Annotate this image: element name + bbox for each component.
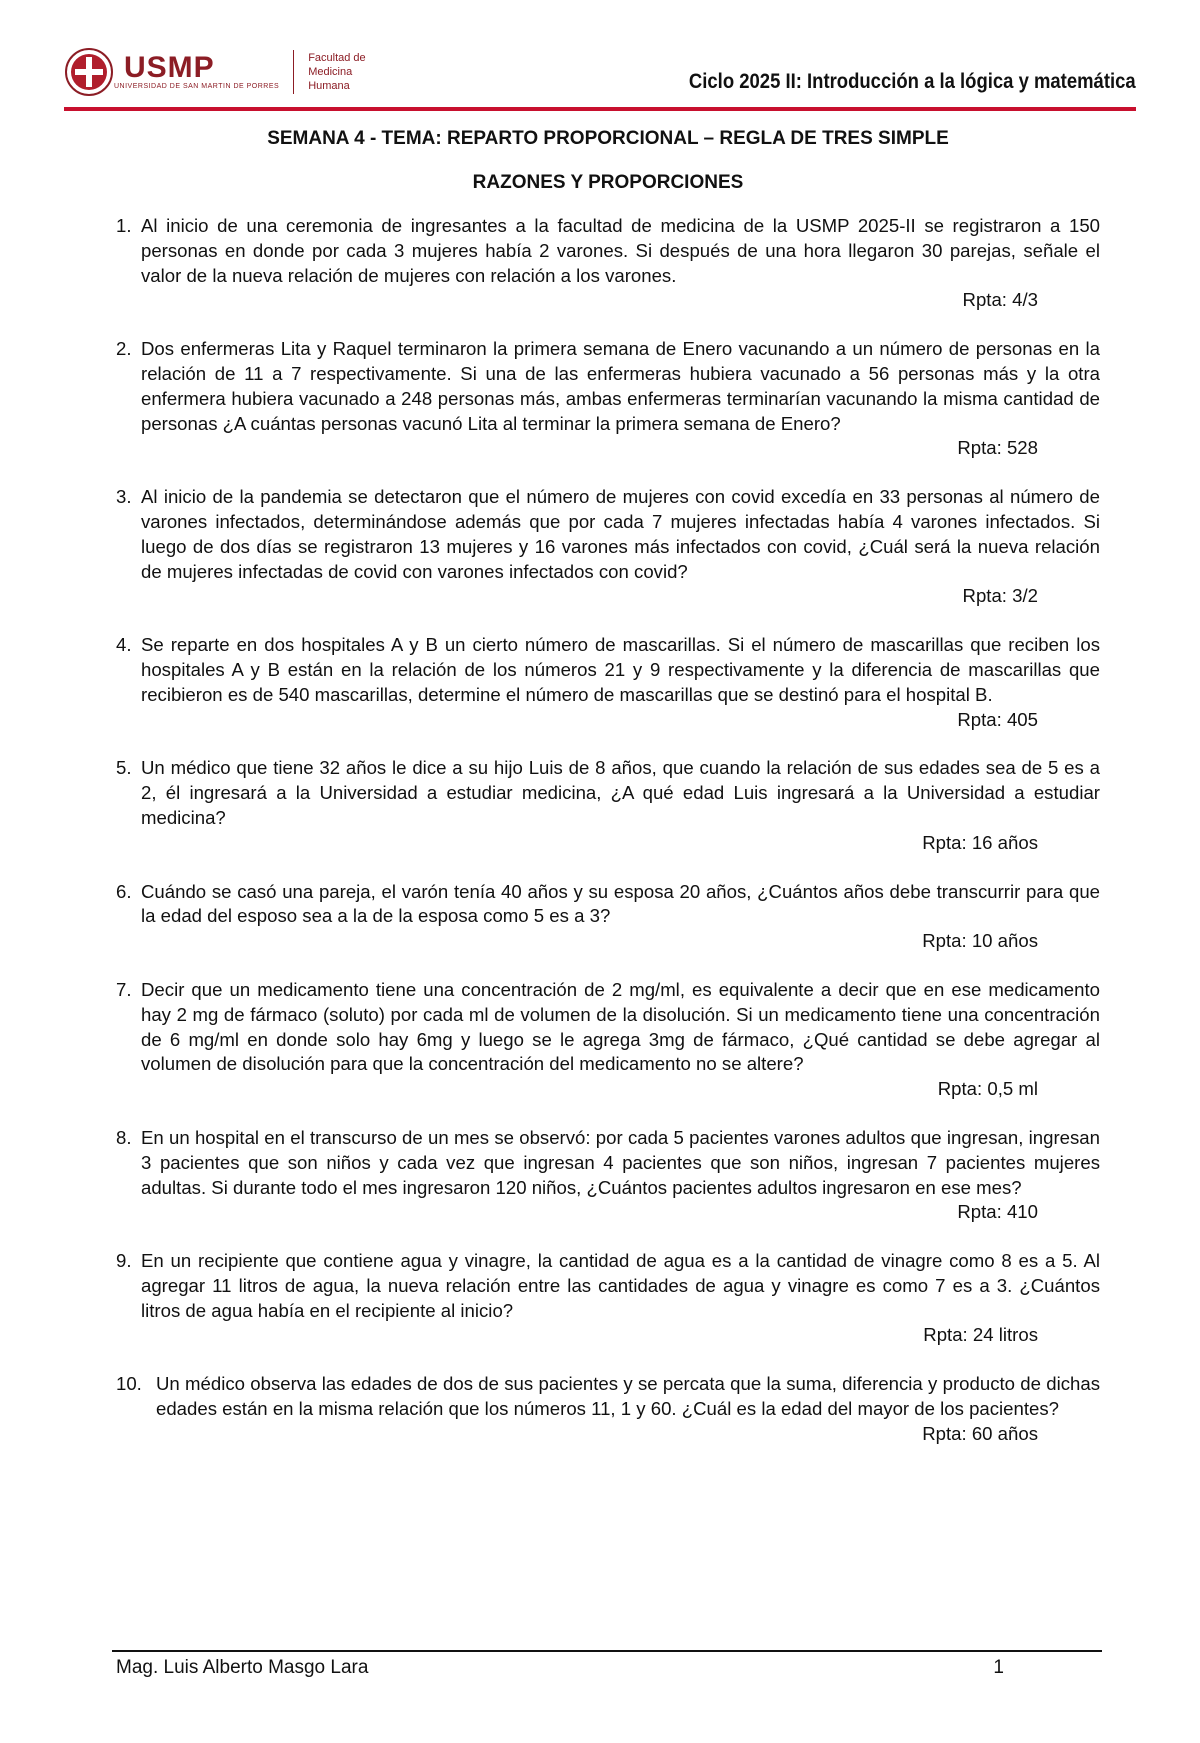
faculty-name bbox=[308, 51, 365, 93]
section-heading: RAZONES Y PROPORCIONES bbox=[472, 172, 744, 193]
problem-number: 10. bbox=[116, 1373, 142, 1395]
problem-text: En un hospital en el transcurso de un mes se observó: por cada 5 pacientes varones adultos que ingresan, ingresan 3 pacientes que son niños y cada vez que ingresan 4 pacientes que son niños, ingresan 7 pacientes mujeres adultas. Si durante todo el mes ingresaron 120 niños, ¿Cuántos pacientes adultos ingresaron en ese mes? bbox=[141, 1126, 1100, 1198]
usmp-crest-icon bbox=[64, 47, 114, 97]
course-title: Ciclo 2025 II: Introducción a la lógica y matemática bbox=[689, 70, 1136, 93]
problem-item bbox=[116, 633, 1100, 732]
header-rule bbox=[64, 107, 1136, 111]
problem-text: Decir que un medicamento tiene una concentración de 2 mg/ml, es equivalente a decir que en ese medicamento hay 2 mg de fármaco (soluto) por cada ml de volumen de la disolución. Si un medicamento tiene una concentración de 6 mg/ml en donde solo hay 6mg y luego se le agrega 3mg de fármaco, ¿Qué cantidad se debe agregar al volumen de disolución para que la concentración del medicamento no se altere? bbox=[141, 978, 1100, 1075]
faculty-line: Facultad de bbox=[308, 52, 366, 64]
problem-number: 7. bbox=[116, 978, 132, 1000]
problem-answer: Rpta: 0,5 ml bbox=[937, 1078, 1038, 1100]
usmp-logo bbox=[64, 44, 366, 100]
problem-number: 3. bbox=[116, 486, 132, 508]
main-heading: SEMANA 4 - TEMA: REPARTO PROPORCIONAL – REGLA DE TRES SIMPLE bbox=[267, 128, 949, 149]
problem-answer: Rpta: 60 años bbox=[922, 1422, 1038, 1444]
problem-answer: Rpta: 4/3 bbox=[962, 289, 1038, 311]
problem-number: 9. bbox=[116, 1250, 132, 1272]
problem-item bbox=[116, 337, 1100, 461]
faculty-line: Humana bbox=[308, 80, 350, 92]
problem-number: 4. bbox=[116, 634, 132, 656]
page-number: 1 bbox=[993, 1657, 1004, 1678]
problem-text: Al inicio de la pandemia se detectaron que el número de mujeres con covid excedía en 33 personas al número de varones infectados, determinándose además que por cada 7 mujeres infectadas había 4 varones infectados. Si luego de dos días se registraron 13 mujeres y 16 varones más infectados con covid, ¿Cuál será la nueva relación de mujeres infectadas de covid con varones infectados con covid? bbox=[141, 486, 1100, 582]
logo-wordmark: USMP bbox=[124, 50, 215, 84]
problem-answer: Rpta: 16 años bbox=[922, 831, 1038, 853]
problem-text: Se reparte en dos hospitales A y B un cierto número de mascarillas. Si el número de mascarillas que reciben los hospitales A y B están en la relación de los números 21 y 9 respectivamente y la diferencia de mascarillas que recibieron es de 540 mascarillas, determine el número de mascarillas que se destinó para el hospital B. bbox=[141, 634, 1100, 705]
problem-number: 8. bbox=[116, 1126, 132, 1148]
page-header bbox=[64, 40, 1144, 110]
problem-item bbox=[116, 214, 1100, 313]
problem-item bbox=[116, 756, 1100, 855]
problem-answer: Rpta: 24 litros bbox=[923, 1324, 1038, 1346]
problem-text: Cuándo se casó una pareja, el varón tenía 40 años y su esposa 20 años, ¿Cuántos años debe transcurrir para que la edad del esposo sea a la de la esposa como 5 es a 3? bbox=[141, 880, 1100, 927]
problem-item bbox=[116, 485, 1100, 609]
problem-answer: Rpta: 405 bbox=[957, 708, 1038, 730]
footer-author: Mag. Luis Alberto Masgo Lara bbox=[116, 1657, 369, 1678]
problem-item bbox=[116, 978, 1100, 1102]
problem-number: 5. bbox=[116, 757, 132, 779]
document-content bbox=[116, 124, 1100, 1471]
problem-item bbox=[116, 880, 1100, 954]
faculty-line: Medicina bbox=[308, 66, 353, 78]
problem-number: 2. bbox=[116, 338, 132, 360]
footer-rule bbox=[112, 1650, 1102, 1652]
problem-item bbox=[116, 1126, 1100, 1225]
problem-item bbox=[116, 1372, 1100, 1446]
problem-text: En un recipiente que contiene agua y vinagre, la cantidad de agua es a la cantidad de vinagre como 8 es a 5. Al agregar 11 litros de agua, la nueva relación entre las cantidades de agua y vinagre es como 7 es a 3. ¿Cuántos litros de agua había en el recipiente al inicio? bbox=[141, 1250, 1100, 1321]
problem-number: 1. bbox=[116, 215, 132, 236]
logo-divider bbox=[293, 50, 294, 94]
logo-subtext: UNIVERSIDAD DE SAN MARTIN DE PORRES bbox=[114, 82, 280, 90]
problem-text: Un médico observa las edades de dos de sus pacientes y se percata que la suma, diferencia y producto de dichas edades están en la misma relación que los números 11, 1 y 60. ¿Cuál es la edad del mayor de los pacientes? bbox=[156, 1373, 1100, 1420]
problem-text: Un médico que tiene 32 años le dice a su hijo Luis de 8 años, que cuando la relación de sus edades sea de 5 es a 2, él ingresará a la Universidad a estudiar medicina, ¿A qué edad Luis ingresará a la Universidad a estudiar medicina? bbox=[141, 757, 1100, 828]
problem-answer: Rpta: 10 años bbox=[922, 930, 1038, 952]
problem-text: Al inicio de una ceremonia de ingresantes a la facultad de medicina de la USMP 2025-II se registraron a 150 personas en donde por cada 3 mujeres había 2 varones. Si después de una hora llegaron 30 parejas, señale el valor de la nueva relación de mujeres con relación a los varones. bbox=[141, 215, 1100, 286]
problem-answer: Rpta: 528 bbox=[957, 437, 1038, 459]
problem-number: 6. bbox=[116, 880, 132, 902]
problem-answer: Rpta: 3/2 bbox=[962, 585, 1038, 607]
problem-item bbox=[116, 1249, 1100, 1348]
problem-answer: Rpta: 410 bbox=[957, 1201, 1038, 1223]
problem-text: Dos enfermeras Lita y Raquel terminaron la primera semana de Enero vacunando a un número de personas en la relación de 11 a 7 respectivamente. Si una de las enfermeras hubiera vacunado a 56 personas más y la otra enfermera hubiera vacunado a 248 personas más, ambas enfermeras terminarían vacunando la misma cantidad de personas ¿A cuántas personas vacunó Lita al terminar la primera semana de Enero? bbox=[141, 338, 1100, 434]
